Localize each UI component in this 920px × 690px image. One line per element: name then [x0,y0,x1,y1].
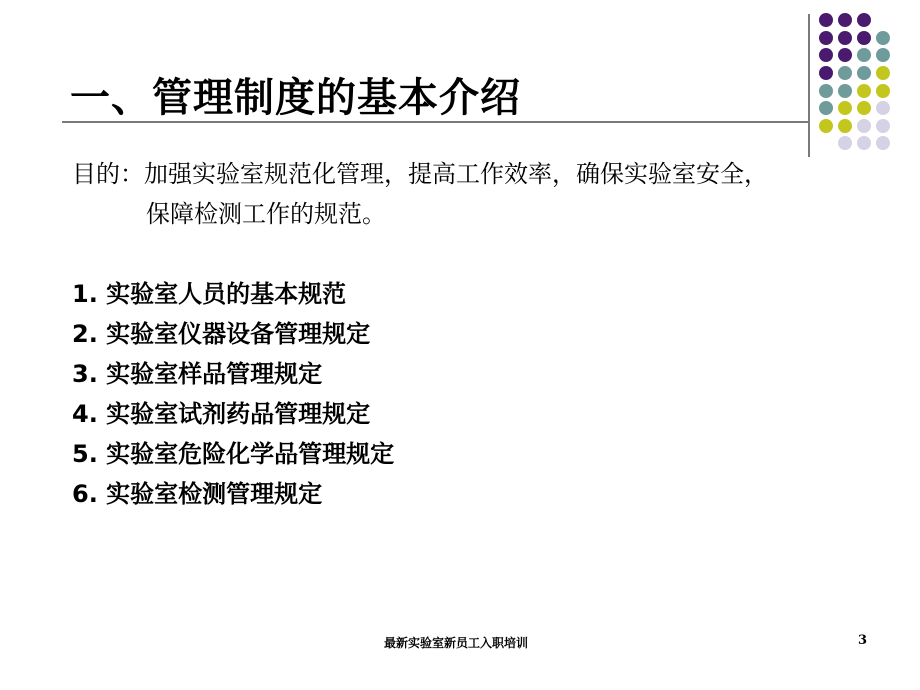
dot-yellow [838,119,852,133]
dot-purple [819,48,833,62]
dot-purple [838,31,852,45]
dot-yellow [876,66,890,80]
slide-title: 一、管理制度的基本介绍 [70,75,521,121]
dot-teal [819,84,833,98]
regulation-list [72,274,394,514]
dot-yellow [876,84,890,98]
purpose-line-1: 目的：加强实验室规范化管理，提高工作效率，确保实验室安全， [72,160,768,188]
dot-purple [819,31,833,45]
dot-yellow [857,101,871,115]
list-item: 6. 实验室检测管理规定 [72,480,323,508]
dot-lavender [857,136,871,150]
dot-purple [819,66,833,80]
dot-lavender [857,119,871,133]
dot-teal [857,48,871,62]
page-number: 3 [858,633,868,648]
dot-lavender [876,119,890,133]
dot-yellow [838,101,852,115]
dot-teal [838,66,852,80]
dot-purple [838,48,852,62]
dot-yellow [819,119,833,133]
dot-lavender [876,136,890,150]
list-item: 2. 实验室仪器设备管理规定 [72,320,371,348]
dot-purple [857,13,871,27]
dot-teal [876,48,890,62]
dot-lavender [838,136,852,150]
dot-teal [876,31,890,45]
dot-yellow [857,84,871,98]
dot-purple [838,13,852,27]
purpose-text [72,154,768,234]
list-item: 5. 实验室危险化学品管理规定 [72,440,395,468]
dot-teal [857,66,871,80]
footer-title: 最新实验室新员工入职培训 [384,636,529,650]
dot-purple [819,13,833,27]
dot-teal [819,101,833,115]
dot-lavender [876,101,890,115]
dot-purple [857,31,871,45]
dot-teal [838,84,852,98]
list-item: 3. 实验室样品管理规定 [72,360,323,388]
purpose-line-2: 保障检测工作的规范。 [146,200,386,228]
list-item: 4. 实验室试剂药品管理规定 [72,400,371,428]
list-item: 1. 实验室人员的基本规范 [72,280,347,308]
